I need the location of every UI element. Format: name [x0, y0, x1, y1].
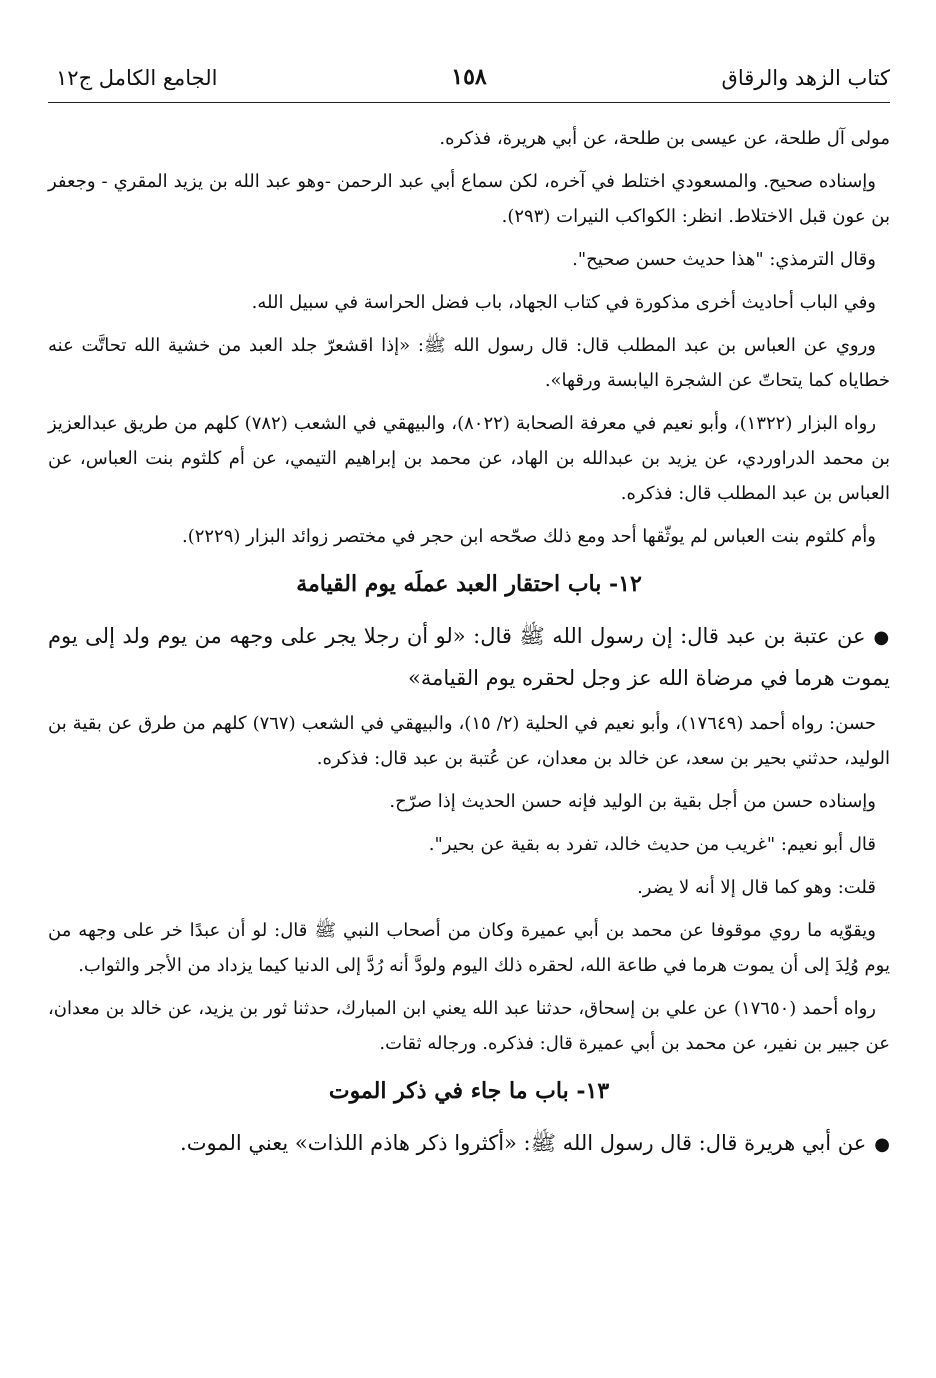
header-volume: الجامع الكامل ج١٢ [56, 66, 218, 90]
paragraph: وروي عن العباس بن عبد المطلب قال: قال رسول الله ﷺ: «إذا اقشعرّ جلد العبد من خشية الله تحاتَّت عنه خطاياه كما يتحاتّ عن الشجرة اليابسة ورقها». [48, 335, 890, 391]
header-book-section: كتاب الزهد والرقاق [721, 66, 890, 90]
running-header [48, 60, 890, 100]
paragraph: ويقوّيه ما روي موقوفا عن محمد بن أبي عميرة وكان من أصحاب النبي ﷺ قال: لو أن عبدًا خر على وجهه من يوم وُلِدَ إلى أن يموت هرما في طاعة الله، لحقره ذلك اليوم ولودَّ أنه رُدَّ إلى الدنيا كيما يزداد من الأجر والثواب. [48, 920, 890, 976]
header-rule [48, 102, 890, 103]
paragraph: وأم كلثوم بنت العباس لم يوثّقها أحد ومع ذلك صحّحه ابن حجر في مختصر زوائد البزار (٢٢٢٩). [181, 526, 876, 547]
hadith-text [48, 1123, 890, 1165]
paragraph: وإسناده صحيح. والمسعودي اختلط في آخره، لكن سماع أبي عبد الرحمن -وهو عبد الله بن يزيد المقري - وجعفر بن عون قبل الاختلاط. انظر: الكواكب النيرات (٢٩٣). [48, 171, 890, 227]
book-page [48, 60, 890, 1173]
paragraph: حسن: رواه أحمد (١٧٦٤٩)، وأبو نعيم في الحلية (٢/ ١٥)، والبيهقي في الشعب (٧٦٧) كلهم من طرق عن بقية بن الوليد، حدثني بحير بن سعد، عن خالد بن معدان، عن عُتبة بن عبد قال: فذكره. [48, 713, 890, 769]
hadith-text [48, 616, 890, 698]
paragraph: وإسناده حسن من أجل بقية بن الوليد فإنه حسن الحديث إذا صرّح. [389, 791, 876, 812]
chapter-heading: ١٣- باب ما جاء في ذكر الموت [328, 1078, 610, 1104]
bullet-icon: ● [874, 1134, 890, 1155]
paragraph: رواه أحمد (١٧٦٥٠) عن علي بن إسحاق، حدثنا عبد الله يعني ابن المبارك، حدثنا ثور بن يزيد، عن خالد بن معدان، عن جبير بن نفير، عن محمد بن أبي عميرة قال: فذكره. ورجاله ثقات. [48, 998, 890, 1054]
hadith-body: عن عتبة بن عبد قال: إن رسول الله ﷺ قال: «لو أن رجلا يجر على وجهه من يوم ولد إلى يوم يموت هرما في مرضاة الله عز وجل لحقره يوم القيامة» [48, 624, 890, 690]
paragraph: وقال الترمذي: "هذا حديث حسن صحيح". [572, 249, 876, 270]
paragraph: وفي الباب أحاديث أخرى مذكورة في كتاب الجهاد، باب فضل الحراسة في سبيل الله. [251, 292, 876, 313]
paragraph: قلت: وهو كما قال إلا أنه لا يضر. [637, 877, 876, 898]
bullet-icon: ● [873, 627, 890, 648]
page-number: ١٥٨ [451, 64, 487, 90]
chapter-heading: ١٢- باب احتقار العبد عملَه يوم القيامة [296, 571, 642, 597]
hadith-body: عن أبي هريرة قال: قال رسول الله ﷺ: «أكثروا ذكر هاذم اللذات» يعني الموت. [180, 1131, 867, 1155]
paragraph: قال أبو نعيم: "غريب من حديث خالد، تفرد به بقية عن بحير". [428, 834, 876, 855]
paragraph: مولى آل طلحة، عن عيسى بن طلحة، عن أبي هريرة، فذكره. [439, 128, 890, 149]
paragraph: رواه البزار (١٣٢٢)، وأبو نعيم في معرفة الصحابة (٨٠٢٢)، والبيهقي في الشعب (٧٨٢) كلهم من طريق عبدالعزيز بن محمد الدراوردي، عن يزيد بن عبدالله بن الهاد، عن محمد بن إبراهيم التيمي، عن أم كلثوم بنت العباس، عن العباس بن عبد المطلب قال: فذكره. [48, 413, 890, 504]
